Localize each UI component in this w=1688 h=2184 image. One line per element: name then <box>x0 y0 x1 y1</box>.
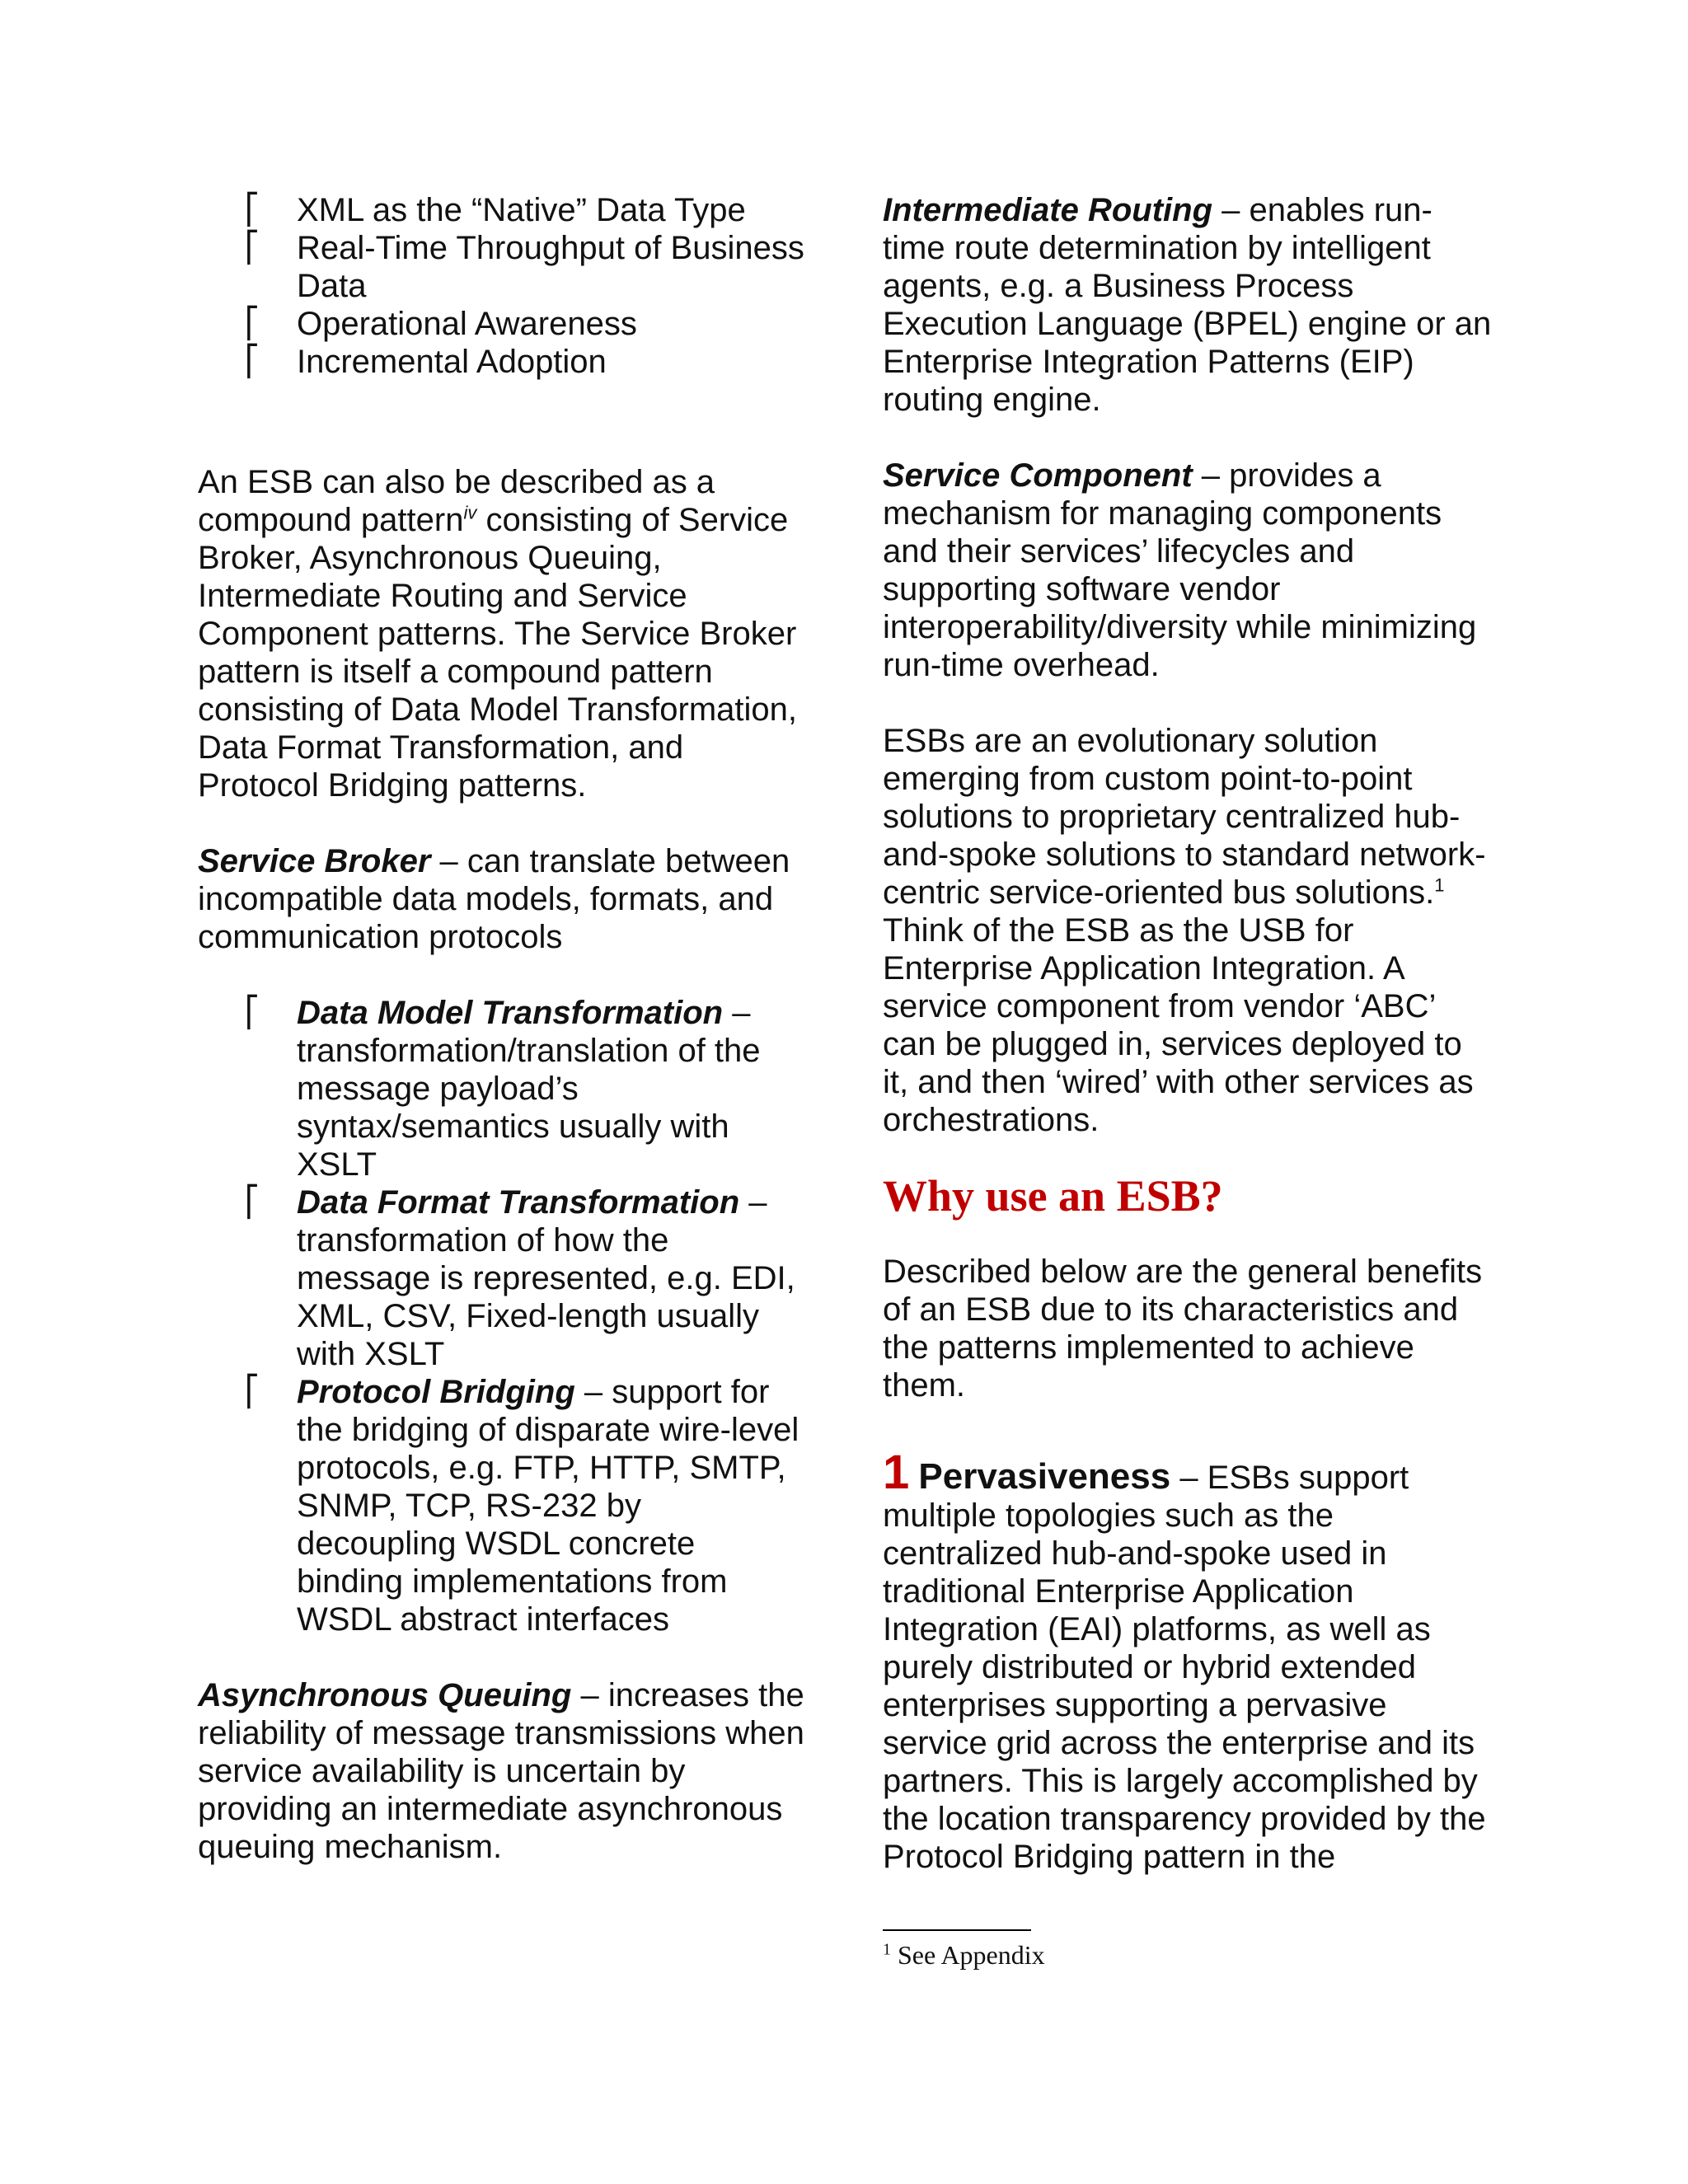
bullet-icon: ⎡ <box>245 307 260 340</box>
list-item: ⎡ Operational Awareness <box>245 306 637 342</box>
bullet-icon: ⎡ <box>245 344 260 378</box>
async-queuing-paragraph: Asynchronous Queuing – increases the reliability of message transmissions when service availability is uncertain by providing an intermediate asynchronous queuing mechanism. <box>198 1677 804 1865</box>
service-broker-paragraph: Service Broker – can translate between incompatible data models, formats, and communication protocols <box>198 843 790 955</box>
bullet-icon: ⎡ <box>245 1375 260 1408</box>
list-item: ⎡ Data Format Transformation – transformation of how the message is represented, e.g. EDI, XML, CSV, Fixed-length usually with XSLT <box>245 1184 795 1372</box>
benefit-number: 1 <box>883 1446 910 1499</box>
list-item: ⎡ Protocol Bridging – support for the bridging of disparate wire-level protocols, e.g. FTP, HTTP, SMTP, SNMP, TCP, RS-232 by decoupling WSDL concrete binding implementations from WSDL abstract interfaces <box>245 1374 799 1638</box>
right-column <box>883 191 1493 1876</box>
broker-bullet-list <box>198 994 808 1638</box>
evolution-paragraph: ESBs are an evolutionary solution emerging from custom point-to-point solutions to proprietary centralized hub-and-spoke solutions to standard network-centric service-oriented bus solutions.$^1$ Think of the ESB as the USB for Enterprise Application Integration. A service component from vendor ‘ABC’ can be plugged in, services deployed to it, and then ‘wired’ with other services as orchestrations. <box>883 723 1486 1138</box>
footnote-ref: 1 <box>1434 874 1445 896</box>
top-bullet-list <box>198 191 808 381</box>
intro-paragraph: Described below are the general benefits of an ESB due to its characteristics and the patterns implemented to achieve them. <box>883 1254 1483 1404</box>
list-item: ⎡ Incremental Adoption <box>245 344 607 380</box>
list-item: ⎡ XML as the “Native” Data Type <box>245 192 746 228</box>
compound-pattern-paragraph: An ESB can also be described as a compound pattern$^{iv}$ consisting of Service Broker, Asynchronous Queuing, Intermediate Routing and Service Component patterns. The Service Broker pattern is itself a compound pattern consisting of Data Model Transformation, Data Format Transformation, and Protocol Bridging patterns. <box>198 464 798 804</box>
bullet-icon: ⎡ <box>245 193 260 227</box>
list-item: ⎡ Data Model Transformation – transformation/translation of the message payload’s syntax/semantics usually with XSLT <box>245 995 761 1183</box>
footnote: $^1$ See Appendix <box>883 1940 1045 1970</box>
left-column <box>198 191 808 1866</box>
service-component-paragraph: Service Component – provides a mechanism for managing components and their services’ lifecycles and supporting software vendor interoperability/diversity while minimizing run-time overhead. <box>883 457 1477 683</box>
intermediate-routing-paragraph: Intermediate Routing – enables run-time route determination by intelligent agents, e.g. a Business Process Execution Language (BPEL) engine or an Enterprise Integration Patterns (EIP) routing engine. <box>883 192 1492 418</box>
bullet-icon: ⎡ <box>245 231 260 265</box>
footnote-separator <box>883 1929 1031 1931</box>
bullet-icon: ⎡ <box>245 996 260 1029</box>
pervasiveness-paragraph: 1 Pervasiveness – ESBs support multiple topologies such as the centralized hub-and-spoke used in traditional Enterprise Application Integration (EAI) platforms, as well as purely distributed or hybrid extended enterprises supporting a pervasive service grid across the enterprise and its partners. This is largely accomplished by the location transparency provided by the Protocol Bridging pattern in the <box>883 1446 1486 1875</box>
bullet-icon: ⎡ <box>245 1185 260 1219</box>
section-heading: Why use an ESB? <box>883 1171 1223 1221</box>
list-item: ⎡ Real-Time Throughput of Business Data <box>245 230 804 304</box>
